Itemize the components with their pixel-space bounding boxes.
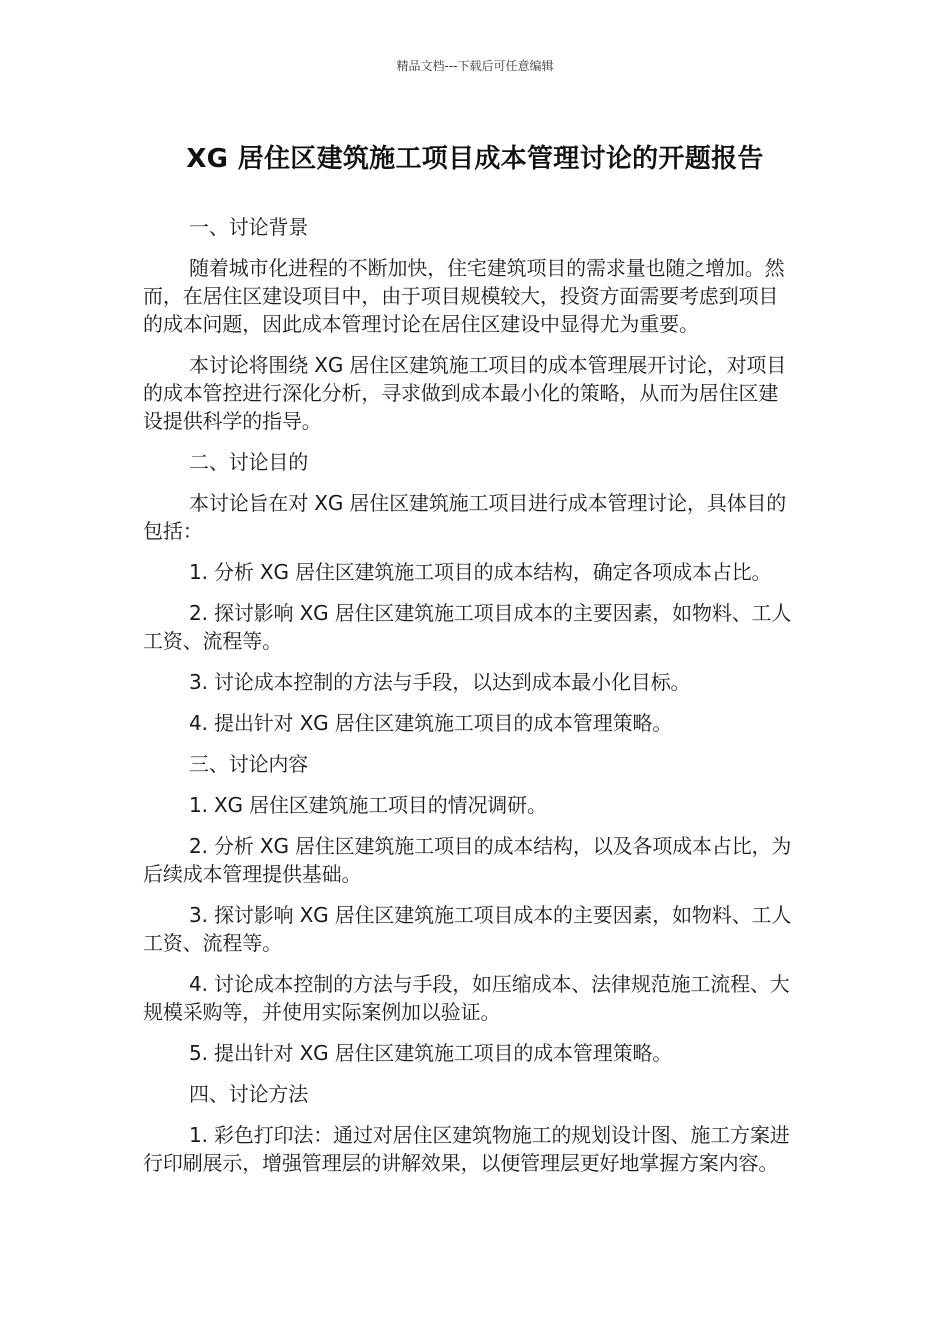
section-heading-purpose: 二、讨论目的	[189, 450, 309, 474]
list-item: 4. 提出针对 XG 居住区建筑施工项目的成本管理策略。	[189, 711, 673, 735]
list-item: 4. 讨论成本控制的方法与手段，如压缩成本、法律规范施工流程、大规模采购等，并使用实际案例加以验证。	[143, 972, 790, 1024]
list-item: 3. 探讨影响 XG 居住区建筑施工项目成本的主要因素，如物料、工人工资、流程等。	[143, 903, 792, 955]
document-body	[143, 213, 798, 1190]
list-item: 1. XG 居住区建筑施工项目的情况调研。	[189, 793, 547, 817]
section-heading-method: 四、讨论方法	[189, 1082, 309, 1106]
page-header-note: 精品文档---下载后可任意编辑	[396, 59, 554, 73]
list-item: 2. 探讨影响 XG 居住区建筑施工项目成本的主要因素，如物料、工人工资、流程等。	[143, 601, 792, 653]
list-item: 1. 分析 XG 居住区建筑施工项目的成本结构，确定各项成本占比。	[189, 560, 772, 584]
document-title: XG 居住区建筑施工项目成本管理讨论的开题报告	[186, 144, 764, 174]
list-item: 3. 讨论成本控制的方法与手段，以达到成本最小化目标。	[189, 670, 691, 694]
list-item: 1. 彩色打印法：通过对居住区建筑物施工的规划设计图、施工方案进行印刷展示，增强管理层的讲解效果，以便管理层更好地掌握方案内容。	[143, 1123, 790, 1175]
body-paragraph: 本讨论将围绕 XG 居住区建筑施工项目的成本管理展开讨论，对项目的成本管控进行深化分析，寻求做到成本最小化的策略，从而为居住区建设提供科学的指导。	[143, 353, 787, 433]
list-item: 5. 提出针对 XG 居住区建筑施工项目的成本管理策略。	[189, 1041, 673, 1065]
section-heading-content: 三、讨论内容	[189, 752, 309, 776]
body-paragraph: 本讨论旨在对 XG 居住区建筑施工项目进行成本管理讨论，具体目的包括：	[143, 491, 787, 543]
body-paragraph: 随着城市化进程的不断加快，住宅建筑项目的需求量也随之增加。然而，在居住区建设项目中，由于项目规模较大，投资方面需要考虑到项目的成本问题，因此成本管理讨论在居住区建设中显得尤为重要。	[143, 256, 785, 336]
list-item: 2. 分析 XG 居住区建筑施工项目的成本结构，以及各项成本占比，为后续成本管理提供基础。	[143, 834, 792, 886]
section-heading-background: 一、讨论背景	[189, 215, 309, 239]
